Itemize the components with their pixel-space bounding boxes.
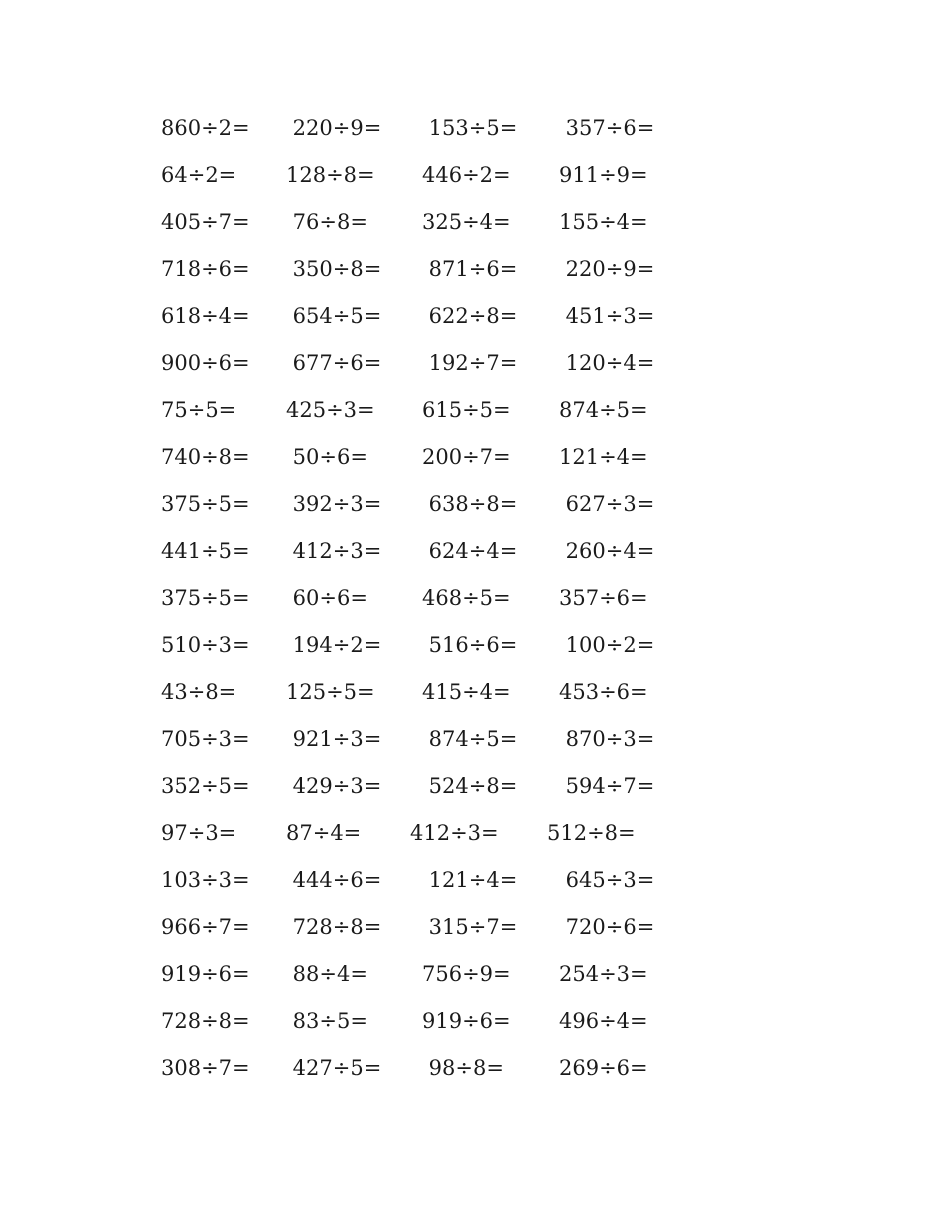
division-problem: 615÷5=: [422, 398, 511, 422]
division-problem: 260÷4=: [559, 539, 655, 563]
division-problem: 97÷3=: [161, 821, 237, 845]
division-problem: 43÷8=: [161, 680, 237, 704]
problem-row: [0, 630, 950, 660]
problem-row: [0, 1053, 950, 1083]
problem-row: [0, 160, 950, 190]
division-problem: 516÷6=: [422, 633, 518, 657]
division-problem: 155÷4=: [559, 210, 648, 234]
division-problem: 325÷4=: [422, 210, 511, 234]
division-problem: 269÷6=: [559, 1056, 648, 1080]
division-problem: 200÷7=: [422, 445, 511, 469]
problem-row: [0, 395, 950, 425]
division-problem: 121÷4=: [422, 868, 518, 892]
division-problem: 870÷3=: [559, 727, 655, 751]
division-problem: 375÷5=: [161, 492, 250, 516]
problem-row: [0, 959, 950, 989]
division-problem: 919÷6=: [422, 1009, 511, 1033]
division-problem: 429÷3=: [286, 774, 382, 798]
division-problem: 254÷3=: [559, 962, 648, 986]
division-problem: 441÷5=: [161, 539, 250, 563]
problem-row: [0, 442, 950, 472]
division-problem: 645÷3=: [559, 868, 655, 892]
division-problem: 220÷9=: [286, 116, 382, 140]
division-problem: 128÷8=: [286, 163, 375, 187]
division-problem: 350÷8=: [286, 257, 382, 281]
division-problem: 315÷7=: [422, 915, 518, 939]
division-problem: 451÷3=: [559, 304, 655, 328]
division-problem: 100÷2=: [559, 633, 655, 657]
division-problem: 412÷3=: [410, 821, 499, 845]
problem-row: [0, 301, 950, 331]
division-problem: 860÷2=: [161, 116, 250, 140]
division-problem: 194÷2=: [286, 633, 382, 657]
problem-row: [0, 912, 950, 942]
division-problem: 919÷6=: [161, 962, 250, 986]
division-problem: 412÷3=: [286, 539, 382, 563]
division-problem: 60÷6=: [286, 586, 368, 610]
division-problem: 966÷7=: [161, 915, 250, 939]
problem-row: [0, 724, 950, 754]
division-problem: 220÷9=: [559, 257, 655, 281]
problem-row: [0, 677, 950, 707]
division-problem: 622÷8=: [422, 304, 518, 328]
problem-row: [0, 818, 950, 848]
division-problem: 75÷5=: [161, 398, 237, 422]
division-problem: 405÷7=: [161, 210, 250, 234]
division-problem: 83÷5=: [286, 1009, 368, 1033]
division-problem: 121÷4=: [559, 445, 648, 469]
division-problem: 627÷3=: [559, 492, 655, 516]
division-problem: 425÷3=: [286, 398, 375, 422]
division-problem: 415÷4=: [422, 680, 511, 704]
division-problem: 375÷5=: [161, 586, 250, 610]
division-problem: 50÷6=: [286, 445, 368, 469]
division-problem: 756÷9=: [422, 962, 511, 986]
division-problem: 192÷7=: [422, 351, 518, 375]
division-problem: 594÷7=: [559, 774, 655, 798]
division-problem: 357÷6=: [559, 586, 648, 610]
division-problem: 76÷8=: [286, 210, 368, 234]
problem-row: [0, 113, 950, 143]
division-problem: 510÷3=: [161, 633, 250, 657]
division-problem: 524÷8=: [422, 774, 518, 798]
division-problem: 468÷5=: [422, 586, 511, 610]
division-problem: 921÷3=: [286, 727, 382, 751]
division-problem: 392÷3=: [286, 492, 382, 516]
division-problem: 677÷6=: [286, 351, 382, 375]
division-problem: 900÷6=: [161, 351, 250, 375]
division-problem: 87÷4=: [286, 821, 362, 845]
division-problem: 720÷6=: [559, 915, 655, 939]
division-problem: 103÷3=: [161, 868, 250, 892]
division-problem: 740÷8=: [161, 445, 250, 469]
division-problem: 654÷5=: [286, 304, 382, 328]
problem-row: [0, 865, 950, 895]
division-problem: 120÷4=: [559, 351, 655, 375]
division-problem: 728÷8=: [161, 1009, 250, 1033]
division-problem: 496÷4=: [559, 1009, 648, 1033]
division-problem: 88÷4=: [286, 962, 368, 986]
problem-row: [0, 536, 950, 566]
problem-row: [0, 254, 950, 284]
division-problem: 98÷8=: [422, 1056, 504, 1080]
problem-row: [0, 489, 950, 519]
division-problem: 64÷2=: [161, 163, 237, 187]
division-problem: 728÷8=: [286, 915, 382, 939]
problem-row: [0, 583, 950, 613]
problem-row: [0, 207, 950, 237]
division-problem: 874÷5=: [559, 398, 648, 422]
division-problem: 444÷6=: [286, 868, 382, 892]
division-problem: 352÷5=: [161, 774, 250, 798]
division-problem: 125÷5=: [286, 680, 375, 704]
division-problem: 446÷2=: [422, 163, 511, 187]
division-problem: 871÷6=: [422, 257, 518, 281]
division-problem: 308÷7=: [161, 1056, 250, 1080]
division-problem: 618÷4=: [161, 304, 250, 328]
division-problem: 718÷6=: [161, 257, 250, 281]
problem-row: [0, 348, 950, 378]
division-problem: 512÷8=: [547, 821, 636, 845]
division-problem: 638÷8=: [422, 492, 518, 516]
division-problem: 153÷5=: [422, 116, 518, 140]
division-problem: 705÷3=: [161, 727, 250, 751]
division-problem: 911÷9=: [559, 163, 648, 187]
division-problem: 874÷5=: [422, 727, 518, 751]
division-problem: 624÷4=: [422, 539, 518, 563]
problem-row: [0, 1006, 950, 1036]
division-problem: 453÷6=: [559, 680, 648, 704]
division-problem: 357÷6=: [559, 116, 655, 140]
problem-row: [0, 771, 950, 801]
division-problem: 427÷5=: [286, 1056, 382, 1080]
